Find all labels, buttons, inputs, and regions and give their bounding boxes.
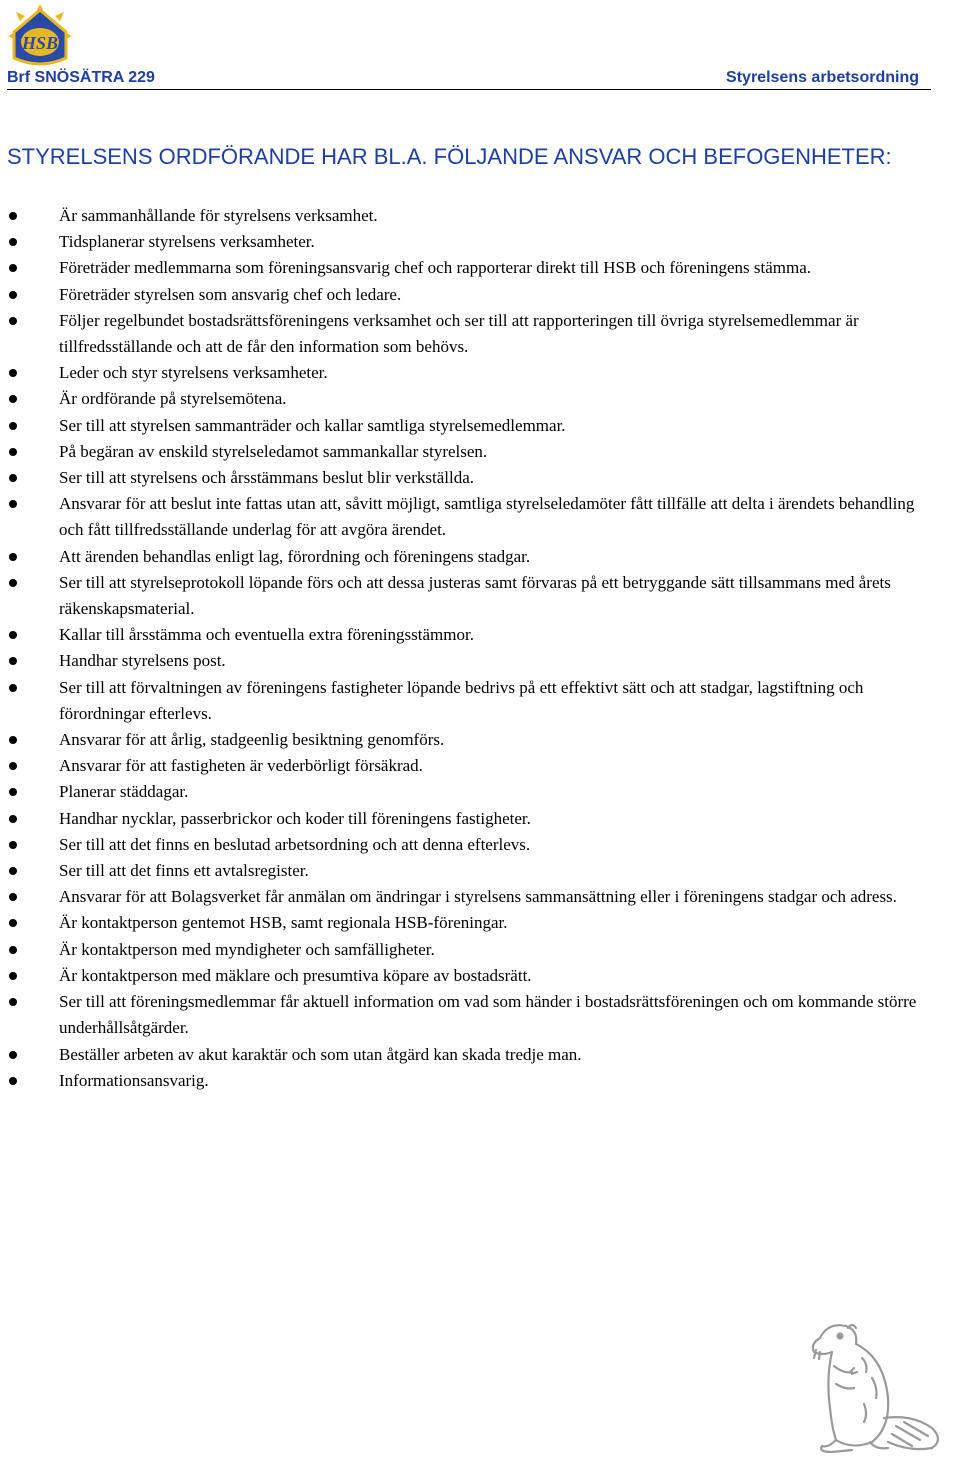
association-name: Brf SNÖSÄTRA 229 [7, 69, 155, 86]
section-heading: STYRELSENS ORDFÖRANDE HAR BL.A. FÖLJANDE ANSVAR OCH BEFOGENHETER: [7, 144, 892, 169]
list-item: Ser till att det finns ett avtalsregister. [59, 858, 939, 884]
list-item: Ser till att det finns en beslutad arbetsordning och att denna efterlevs. [59, 832, 939, 858]
list-item: Att ärenden behandlas enligt lag, förordning och föreningens stadgar. [59, 544, 939, 570]
list-item: Ser till att förvaltningen av föreningens fastigheter löpande bedrivs på ett effektivt sätt och att stadgar, lagstiftning och förordningar efterlevs. [59, 675, 939, 727]
responsibility-list [59, 203, 939, 1094]
list-item: Är kontaktperson gentemot HSB, samt regionala HSB-föreningar. [59, 910, 939, 936]
logo-text: HSB [21, 33, 59, 53]
header-divider [7, 89, 931, 90]
list-item: Tidsplanerar styrelsens verksamheter. [59, 229, 939, 255]
list-item: Ansvarar för att årlig, stadgeenlig besiktning genomförs. [59, 727, 939, 753]
document-title: Styrelsens arbetsordning [726, 69, 919, 86]
list-item: Kallar till årsstämma och eventuella extra föreningsstämmor. [59, 622, 939, 648]
list-item: Företräder styrelsen som ansvarig chef och ledare. [59, 282, 939, 308]
list-item: Följer regelbundet bostadsrättsföreningens verksamhet och ser till att rapporteringen till övriga styrelsemedlemmar är tillfredsställande och att de får den information som behövs. [59, 308, 939, 360]
list-item: Beställer arbeten av akut karaktär och som utan åtgärd kan skada tredje man. [59, 1042, 939, 1068]
list-item: Informationsansvarig. [59, 1068, 939, 1094]
list-item: Ansvarar för att Bolagsverket får anmälan om ändringar i styrelsens sammansättning eller i föreningens stadgar och adress. [59, 884, 939, 910]
list-item: Leder och styr styrelsens verksamheter. [59, 360, 939, 386]
list-item: På begäran av enskild styrelseledamot sammankallar styrelsen. [59, 439, 939, 465]
list-item: Ansvarar för att beslut inte fattas utan att, såvitt möjligt, samtliga styrelseledamöter fått tillfälle att delta i ärendets behandling och fått tillfredsställande underlag för att avgöra ärendet. [59, 491, 939, 543]
list-item: Ansvarar för att fastigheten är vederbörligt försäkrad. [59, 753, 939, 779]
list-item: Är kontaktperson med mäklare och presumtiva köpare av bostadsrätt. [59, 963, 939, 989]
list-item: Ser till att styrelsen sammanträder och kallar samtliga styrelsemedlemmar. [59, 413, 939, 439]
list-item: Handhar nycklar, passerbrickor och koder till föreningens fastigheter. [59, 806, 939, 832]
list-item: Ser till att styrelsens och årsstämmans beslut blir verkställda. [59, 465, 939, 491]
list-item: Är ordförande på styrelsemötena. [59, 386, 939, 412]
hsb-logo-icon [6, 2, 74, 70]
list-item: Är kontaktperson med myndigheter och samfälligheter. [59, 937, 939, 963]
list-item: Ser till att föreningsmedlemmar får aktuell information om vad som händer i bostadsrättsföreningen och om kommande större underhållsåtgärder. [59, 989, 939, 1041]
list-item: Handhar styrelsens post. [59, 648, 939, 674]
list-item: Ser till att styrelseprotokoll löpande förs och att dessa justeras samt förvaras på ett betryggande sätt tillsammans med årets räkenskapsmaterial. [59, 570, 939, 622]
list-item: Företräder medlemmarna som föreningsansvarig chef och rapporterar direkt till HSB och föreningens stämma. [59, 255, 939, 281]
beaver-icon [792, 1318, 952, 1456]
list-item: Planerar städdagar. [59, 779, 939, 805]
list-item: Är sammanhållande för styrelsens verksamhet. [59, 203, 939, 229]
